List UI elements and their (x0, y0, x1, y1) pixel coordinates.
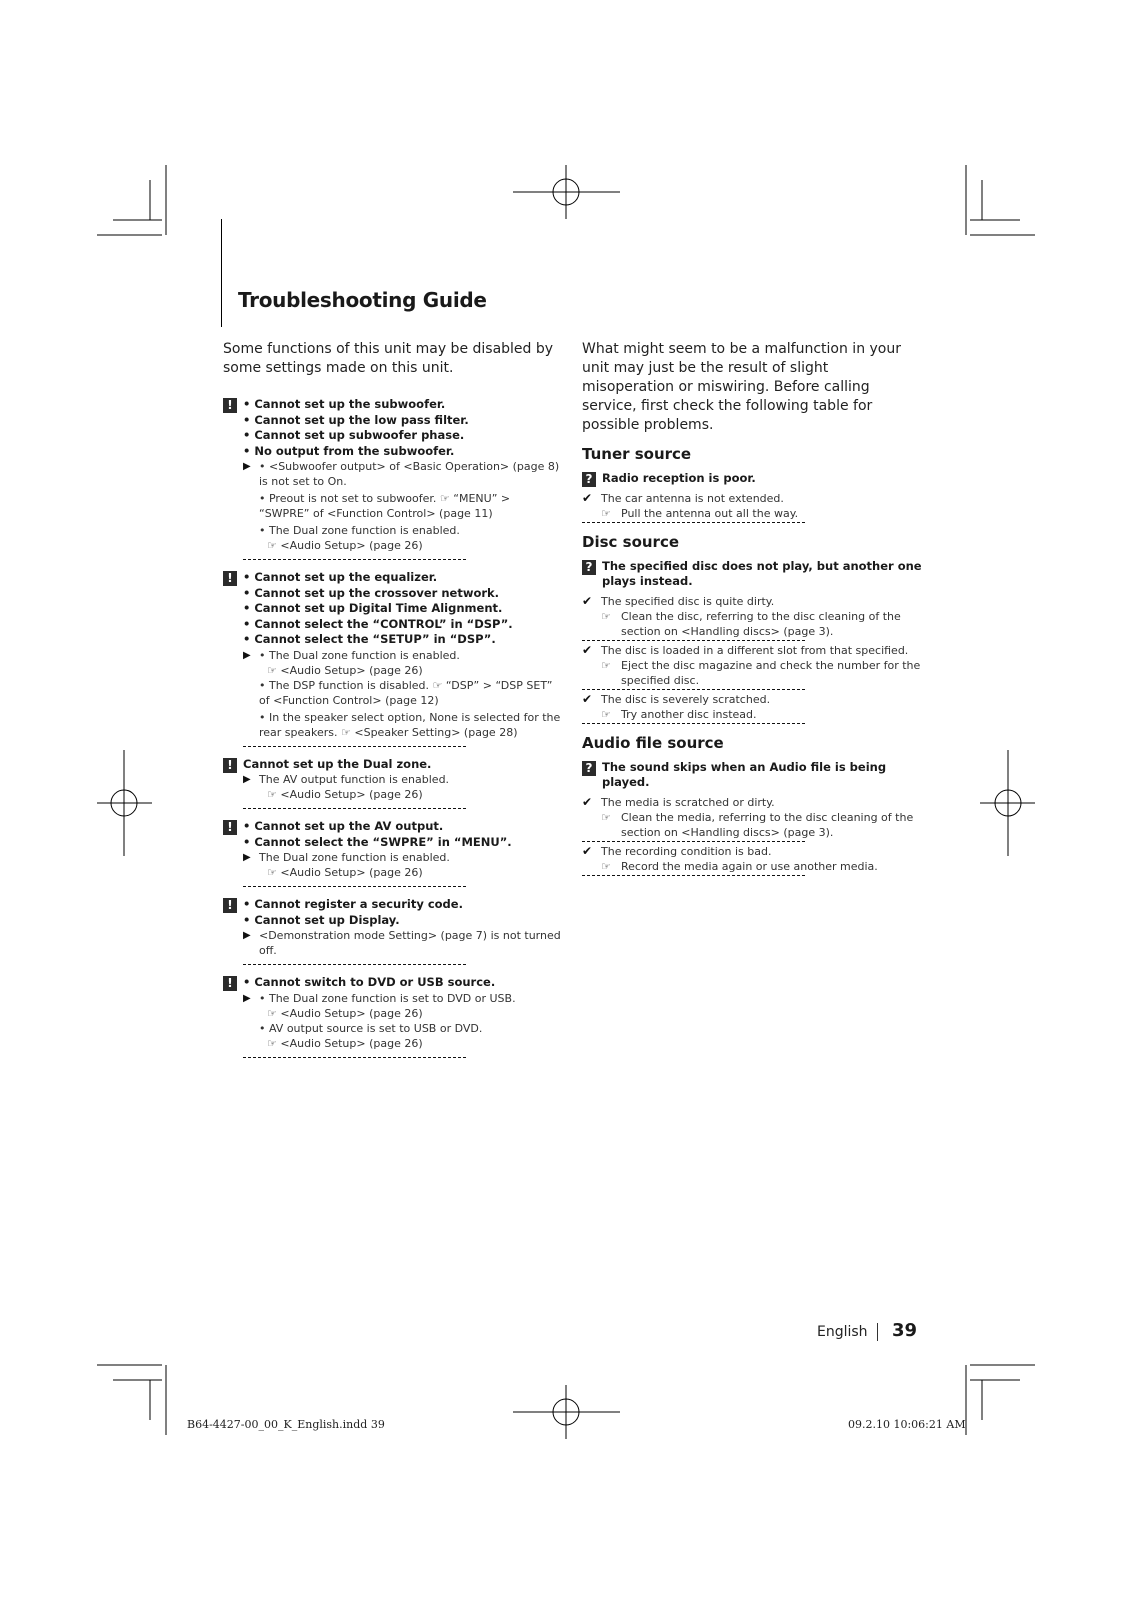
arrow-icon: ▶ (243, 461, 251, 472)
remedy-item (582, 859, 922, 874)
cause-item (582, 795, 922, 810)
cause-text: • The DSP function is disabled. ☞ “DSP” > “DSP SET” of <Function Control> (page 12) (259, 678, 553, 707)
symptom: • Cannot switch to DVD or USB source. (243, 975, 496, 989)
cause-text: • The Dual zone function is set to DVD or USB. (259, 991, 516, 1005)
cause-text: • The Dual zone function is enabled. (259, 524, 460, 537)
troubleshoot-group-security (223, 897, 563, 965)
arrow-icon: ▶ (243, 852, 251, 863)
pointing-hand-icon: ☞ (601, 658, 611, 672)
cause-item (582, 491, 922, 506)
warning-icon: ! (223, 571, 237, 586)
problem-block (582, 559, 922, 590)
cause-text: The disc is loaded in a different slot from that specified. (601, 643, 909, 657)
cause-text: • The Dual zone function is enabled. (259, 648, 460, 662)
cause-reference: ☞ <Audio Setup> (page 26) (267, 866, 423, 879)
registration-mark-bottom (513, 1385, 620, 1439)
symptom: • Cannot set up subwoofer phase. (243, 428, 465, 442)
cause-text: The AV output function is enabled. (259, 773, 450, 786)
cause-list (243, 459, 563, 553)
dashed-divider (243, 886, 466, 887)
remedy-item (582, 810, 922, 840)
warning-icon: ! (223, 898, 237, 913)
cause-list (243, 928, 563, 958)
cause-item (582, 692, 922, 707)
troubleshoot-group-subwoofer (223, 397, 563, 560)
question-icon: ? (582, 560, 596, 575)
symptom: • Cannot set up Display. (243, 912, 400, 927)
pointing-hand-icon: ☞ (601, 859, 611, 873)
section-heading: Disc source (582, 532, 680, 551)
symptom: • Cannot select the “SWPRE” in “MENU”. (243, 834, 512, 849)
check-icon: ✔ (582, 593, 593, 608)
cause-list (243, 850, 563, 880)
symptom: • Cannot set up Digital Time Alignment. (243, 601, 503, 615)
remedy-text: Pull the antenna out all the way. (621, 506, 799, 520)
dashed-divider (243, 964, 466, 965)
right-column (582, 340, 922, 878)
check-icon: ✔ (582, 691, 593, 706)
remedy-item (582, 609, 922, 639)
problem-block (582, 471, 922, 487)
symptom: • Cannot set up the low pass filter. (243, 412, 469, 427)
warning-icon: ! (223, 758, 237, 773)
symptom: • Cannot select the “CONTROL” in “DSP”. (243, 616, 513, 631)
dashed-divider (582, 522, 805, 523)
troubleshoot-group-dual-zone (223, 757, 563, 810)
question-icon: ? (582, 472, 596, 487)
registration-mark-top (513, 165, 620, 219)
section-heading: Audio file source (582, 733, 724, 752)
check-icon: ✔ (582, 490, 593, 505)
remedy-item (582, 658, 922, 688)
page-title: Troubleshooting Guide (238, 288, 487, 312)
dashed-divider (582, 689, 805, 690)
dashed-divider (243, 808, 466, 809)
cause-text: The specified disc is quite dirty. (601, 594, 775, 608)
remedy-text: Record the media again or use another media. (621, 859, 878, 873)
print-slug-timestamp: 09.2.10 10:06:21 AM (848, 1418, 966, 1431)
warning-icon: ! (223, 976, 237, 991)
cause-text: • <Subwoofer output> of <Basic Operation> (page 8) is not set to On. (259, 460, 560, 488)
cause-text: The disc is severely scratched. (601, 692, 771, 706)
warning-icon: ! (223, 820, 237, 835)
cause-text: • In the speaker select option, None is selected for the rear speakers. ☞ <Speaker Setting> (page 28) (259, 710, 561, 739)
dashed-divider (582, 640, 805, 641)
cause-text: The media is scratched or dirty. (601, 795, 775, 809)
cause-item (582, 844, 922, 859)
troubleshoot-group-source-switch (223, 975, 563, 1058)
problem-block (582, 760, 922, 791)
symptom: • Cannot set up the AV output. (243, 819, 444, 833)
title-rule (221, 219, 222, 327)
remedy-text: Clean the media, referring to the disc cleaning of the section on <Handling discs> (page 3). (621, 810, 914, 839)
check-icon: ✔ (582, 642, 593, 657)
footer-separator (877, 1323, 878, 1341)
registration-mark-left (97, 750, 152, 856)
dashed-divider (243, 1057, 466, 1058)
troubleshoot-group-dsp (223, 570, 563, 747)
cause-text: • AV output source is set to USB or DVD. (259, 1021, 483, 1035)
section-tuner-source (582, 445, 922, 523)
dashed-divider (582, 723, 805, 724)
warning-icon: ! (223, 398, 237, 413)
left-intro: Some functions of this unit may be disabled by some settings made on this unit. (223, 341, 554, 376)
section-disc-source (582, 533, 922, 724)
cause-text: The car antenna is not extended. (601, 491, 784, 505)
cause-item (582, 643, 922, 658)
symptom: • Cannot set up the equalizer. (243, 570, 438, 584)
arrow-icon: ▶ (243, 774, 251, 785)
pointing-hand-icon: ☞ (601, 810, 611, 824)
symptom: • Cannot select the “SETUP” in “DSP”. (243, 632, 496, 646)
question-icon: ? (582, 761, 596, 776)
remedy-item (582, 506, 922, 521)
troubleshoot-group-av-output (223, 819, 563, 887)
check-icon: ✔ (582, 843, 593, 858)
cause-list (243, 772, 563, 802)
cause-reference: ☞ <Audio Setup> (page 26) (267, 539, 423, 552)
pointing-hand-icon: ☞ (601, 506, 611, 520)
symptom: • Cannot register a security code. (243, 897, 463, 911)
arrow-icon: ▶ (243, 992, 251, 1004)
dashed-divider (582, 875, 805, 876)
cause-reference: ☞ <Audio Setup> (page 26) (267, 1006, 423, 1020)
right-intro: What might seem to be a malfunction in your unit may just be the result of slight misoperation or miswiring. Before calling service, first check the following table for possible problems. (582, 341, 901, 433)
check-icon: ✔ (582, 794, 593, 809)
cause-reference: ☞ <Audio Setup> (page 26) (267, 663, 423, 677)
problem: The sound skips when an Audio file is being played. (602, 759, 887, 789)
cause-text: • Preout is not set to subwoofer. ☞ “MENU” > “SWPRE” of <Function Control> (page 11) (259, 492, 511, 520)
cause-list (243, 648, 563, 740)
cause-text: <Demonstration mode Setting> (page 7) is not turned off. (259, 929, 561, 957)
pointing-hand-icon: ☞ (601, 707, 611, 721)
cause-reference: ☞ <Audio Setup> (page 26) (267, 1036, 423, 1050)
footer-language: English (817, 1324, 868, 1340)
problem: Radio reception is poor. (602, 471, 756, 485)
remedy-item (582, 707, 922, 722)
registration-mark-right (980, 750, 1035, 856)
remedy-text: Try another disc instead. (621, 707, 757, 721)
print-slug-filename: B64-4427-00_00_K_English.indd 39 (187, 1418, 385, 1431)
section-heading: Tuner source (582, 445, 692, 463)
dashed-divider (582, 841, 805, 842)
symptom: Cannot set up the Dual zone. (243, 756, 432, 771)
arrow-icon: ▶ (243, 649, 251, 661)
page-number: 39 (892, 1320, 918, 1341)
arrow-icon: ▶ (243, 930, 251, 941)
cause-item (582, 594, 922, 609)
symptom: • Cannot set up the subwoofer. (243, 397, 446, 411)
cause-text: The recording condition is bad. (601, 844, 772, 858)
remedy-text: Eject the disc magazine and check the number for the specified disc. (621, 658, 921, 687)
section-audio-file-source (582, 734, 922, 876)
problem: The specified disc does not play, but another one plays instead. (602, 558, 922, 588)
cause-list (243, 991, 563, 1051)
pointing-hand-icon: ☞ (601, 609, 611, 623)
symptom: • No output from the subwoofer. (243, 443, 455, 458)
symptom: • Cannot set up the crossover network. (243, 585, 500, 600)
left-column (223, 340, 563, 1068)
dashed-divider (243, 746, 466, 747)
dashed-divider (243, 559, 466, 560)
remedy-text: Clean the disc, referring to the disc cleaning of the section on <Handling discs> (page 3). (621, 609, 901, 638)
cause-text: The Dual zone function is enabled. (259, 851, 450, 864)
cause-reference: ☞ <Audio Setup> (page 26) (267, 788, 423, 801)
